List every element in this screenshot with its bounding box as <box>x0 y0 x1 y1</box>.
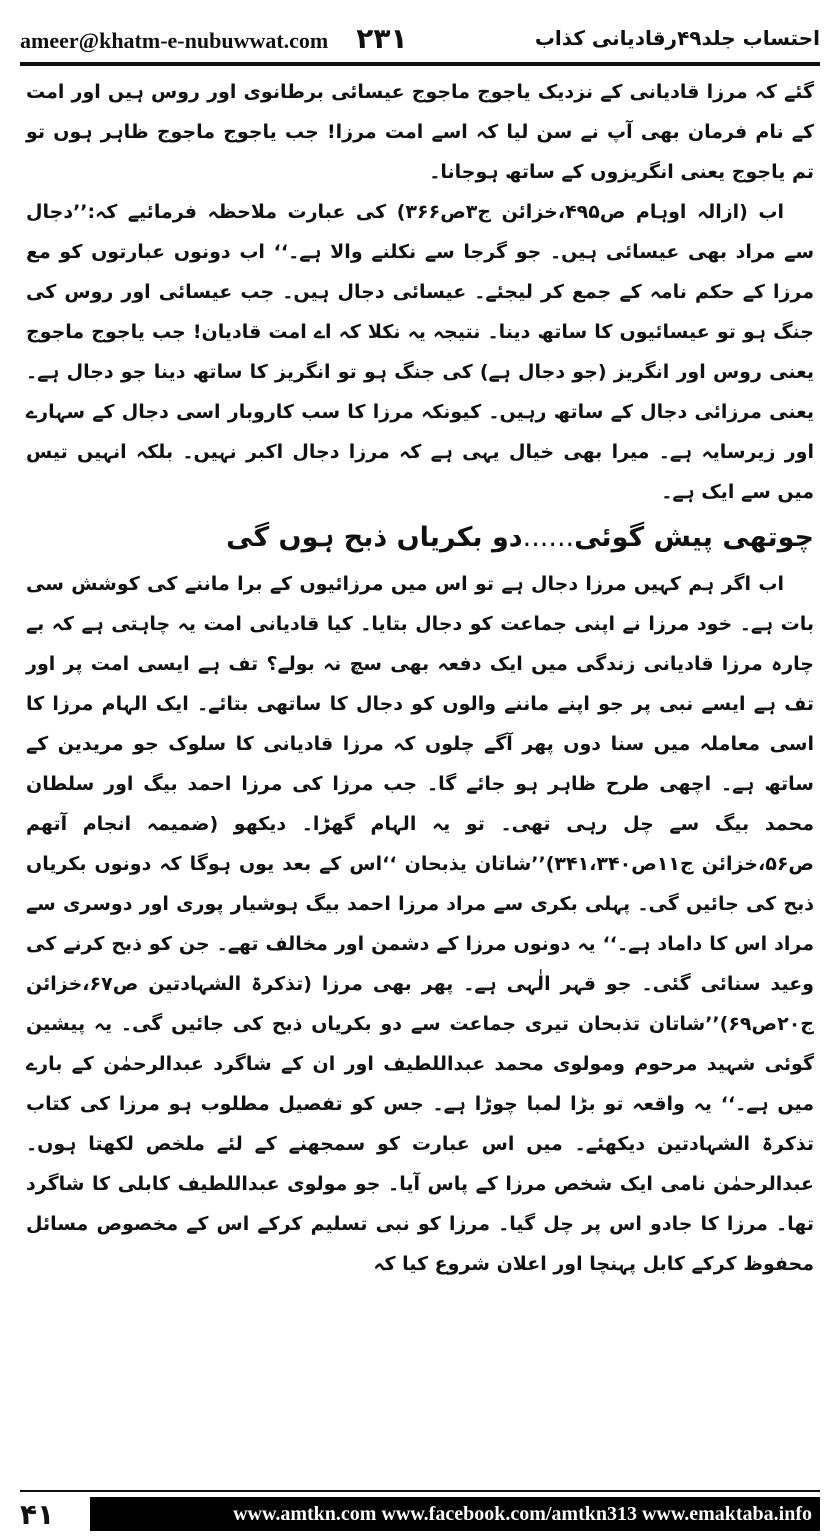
paragraph-1: گئے کہ مرزا قادیانی کے نزدیک یاجوج ماجوج عیسائی برطانوی اور روس ہیں اور امت کے نام فرمان بھی آپ نے سن لیا کہ اسے امت مرزا! جب یاجوج ماجوج ظاہر ہوں تو تم یاجوج یعنی انگریزوں کے ساتھ ہوجانا۔ <box>26 81 814 183</box>
header-page-number: ۲۳۱ <box>356 21 408 55</box>
paragraph-2: اب (ازالہ اوہام ص۴۹۵،خزائن ج۳ص۳۶۶) کی عبارت ملاحظہ فرمائیے کہ:’’دجال سے مراد بھی عیسائی ہیں۔ جو گرجا سے نکلنے والا ہے۔‘‘ اب دونوں عبارتوں کو مع مرزا کے حکم نامہ کے جمع کر لیجئے۔ عیسائی دجال ہیں۔ جب عیسائی اور روس کی جنگ ہو تو عیسائیوں کا ساتھ دینا۔ نتیجہ یہ نکلا کہ اے امت قادیان! جب یاجوج ماجوج یعنی روس اور انگریز (جو دجال ہے) کی جنگ ہو تو انگریز کا ساتھ دینا جو دجال ہے۔ یعنی مرزائی دجال کے ساتھ رہیں۔ کیونکہ مرزا کا سب کاروبار اسی دجال کے سہارے اور زیرسایہ ہے۔ میرا بھی خیال یہی ہے کہ مرزا دجال اکبر نہیں۔ بلکہ انہیں تیس میں سے ایک ہے۔ <box>26 201 814 503</box>
page-footer <box>20 1494 820 1534</box>
running-title: احتساب جلد۴۹رقادیانی کذاب <box>534 26 820 50</box>
section-heading <box>26 512 814 564</box>
heading-separator: ...... <box>522 522 575 553</box>
footer-urls[interactable]: www.amtkn.com www.facebook.com/amtkn313 www.emaktaba.info <box>90 1497 820 1531</box>
page-header <box>20 18 820 58</box>
header-divider <box>20 62 820 66</box>
heading-sub: دو بکریاں ذبح ہوں گی <box>226 522 523 553</box>
paragraph-3: اب اگر ہم کہیں مرزا دجال ہے تو اس میں مرزائیوں کے برا ماننے کی کوشش سی بات ہے۔ خود مرزا نے اپنی جماعت کو دجال بتایا۔ کیا قادیانی امت یہ چاہتی ہے کہ بے چارہ مرزا قادیانی زندگی میں ایک دفعہ بھی سچ نہ بولے؟ تف ہے ایسی امت پر اور تف ہے ایسے نبی پر جو اپنے ماننے والوں کو دجال کا ساتھی بتائے۔ ایک الہام مرزا کا اسی معاملہ میں سنا دوں پھر آگے چلوں کہ مرزا قادیانی کا سلوک جو مریدین کے ساتھ ہے۔ اچھی طرح ظاہر ہو جائے گا۔ جب مرزا کی مرزا احمد بیگ اور سلطان محمد بیگ سے چل رہی تھی۔ تو یہ الہام گھڑا۔ دیکھو (ضمیمہ انجام آتھم ص۵۶،خزائن ج۱۱ص۳۴۱،۳۴۰)’’شاتان یذبحان ‘‘اس کے بعد یوں ہوگا کہ دونوں بکریاں ذبح کی جائیں گی۔ پہلی بکری سے مراد مرزا احمد بیگ ہوشیار پوری اور دوسری سے مراد اس کا داماد ہے۔‘‘ یہ دونوں مرزا کے دشمن اور مخالف تھے۔ جن کو ذبح کرنے کی وعید سنائی گئی۔ جو قہر الٰہی ہے۔ پھر بھی مرزا (تذکرۃ الشہادتین ص۶۷،خزائن ج۲۰ص۶۹)’’شاتان تذبحان تیری جماعت سے دو بکریاں ذبح کی جائیں گی۔ یہ پیشین گوئی شہید مرحوم ومولوی محمد عبداللطیف اور ان کے شاگرد عبدالرحمٰن کے بارے میں ہے۔‘‘ یہ واقعہ تو بڑا لمبا چوڑا ہے۔ جس کو تفصیل مطلوب ہو مرزا کی کتاب تذکرۃ الشہادتین دیکھئے۔ میں اس عبارت کو سمجھنے کے لئے ملخص لکھتا ہوں۔ عبدالرحمٰن نامی ایک شخص مرزا کے پاس آیا۔ جو مولوی عبداللطیف کابلی کا شاگرد تھا۔ مرزا کا جادو اس پر چل گیا۔ مرزا کو نبی تسلیم کرکے اس کے مخصوص مسائل محفوظ کرکے کابل پہنچا اور اعلان شروع کیا کہ <box>26 573 814 1275</box>
header-left-group <box>20 22 408 55</box>
header-email: ameer@khatm-e-nubuwwat.com <box>20 27 329 53</box>
heading-main: چوتھی پیش گوئی <box>574 522 814 553</box>
footer-page-number: ۴۱ <box>20 1497 55 1531</box>
page-body <box>26 72 814 1284</box>
footer-divider <box>20 1490 820 1492</box>
